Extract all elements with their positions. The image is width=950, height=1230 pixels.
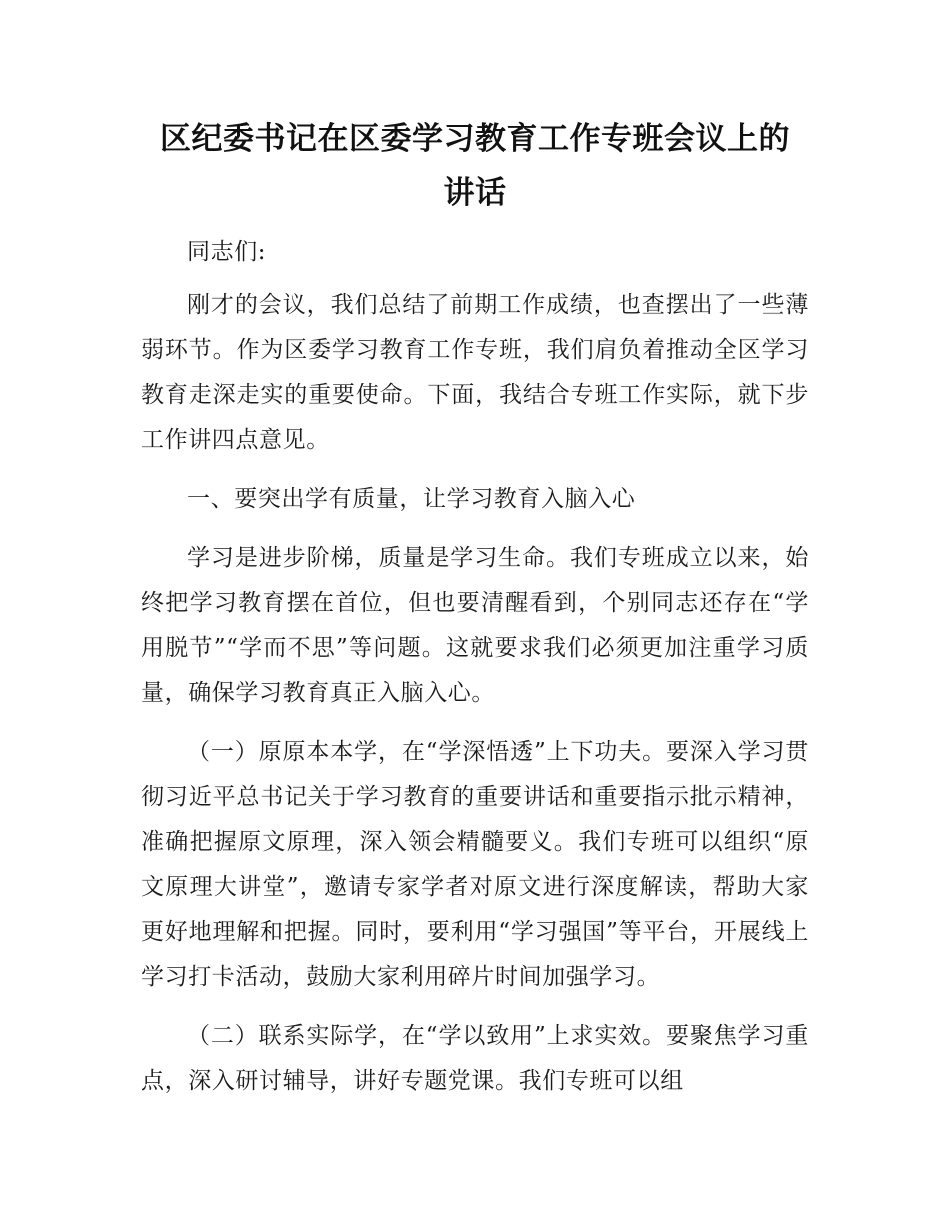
section-heading-1: 一、要突出学有质量，让学习教育入脑入心 [187,486,636,512]
paragraph-section-1: 学习是进步阶梯，质量是学习生命。我们专班成立以来，始终把学习教育摆在首位，但也要清醒看到，个别同志还存在“学用脱节”“学而不思”等问题。这就要求我们必须更加注重学习质量，确保学习教育真正入脑入心。 [141,545,809,706]
paragraph-subsection-1: （一）原原本本学，在“学深悟透”上下功夫。要深入学习贯彻习近平总书记关于学习教育的重要讲话和重要指示批示精神，准确把握原文原理，深入领会精髓要义。我们专班可以组织“原文原理大讲堂”，邀请专家学者对原文进行深度解读，帮助大家更好地理解和把握。同时，要利用“学习强国”等平台，开展线上学习打卡活动，鼓励大家利用碎片时间加强学习。 [141,739,809,990]
title-line-2: 讲话 [443,175,507,211]
paragraph-subsection-2: （二）联系实际学，在“学以致用”上求实效。要聚焦学习重点，深入研讨辅导，讲好专题党课。我们专班可以组 [141,1023,809,1094]
paragraph-intro: 刚才的会议，我们总结了前期工作成绩，也查摆出了一些薄弱环节。作为区委学习教育工作专班，我们肩负着推动全区学习教育走深走实的重要使命。下面，我结合专班工作实际，就下步工作讲四点意见。 [141,292,809,453]
document-title [141,112,809,220]
title-line-1: 区纪委书记在区委学习教育工作专班会议上的 [160,121,790,157]
salutation: 同志们: [187,239,267,265]
document-page [141,112,809,1104]
